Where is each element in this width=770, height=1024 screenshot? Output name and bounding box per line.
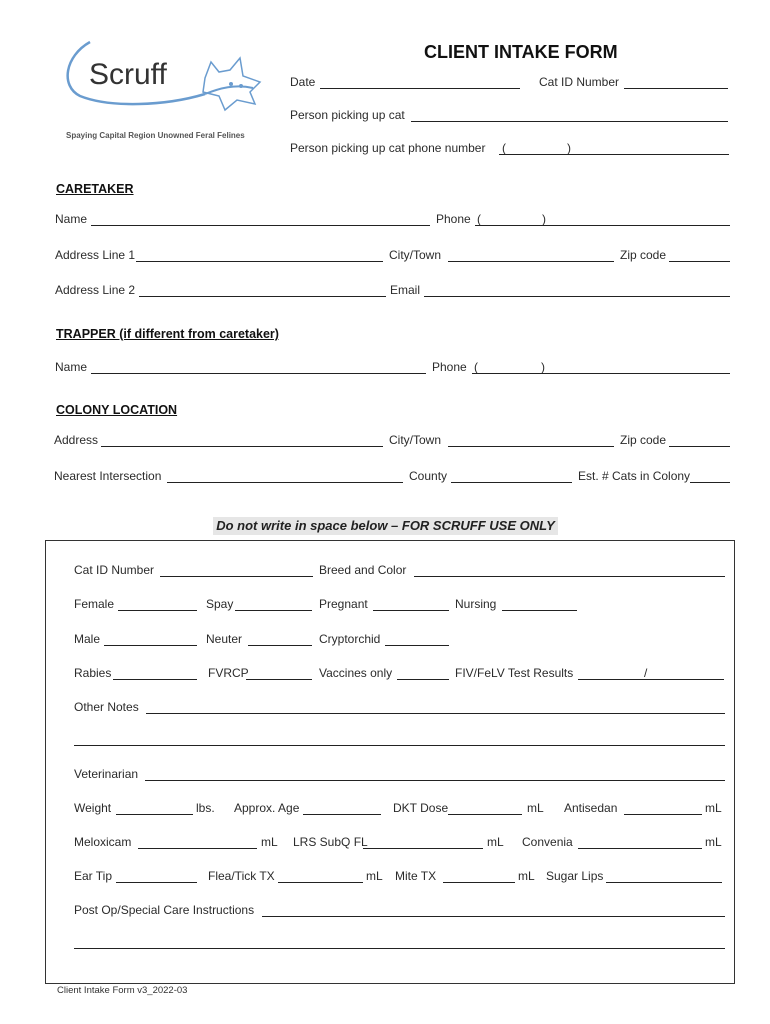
convenia-unit: mL — [705, 835, 722, 849]
antisedan-label: Antisedan — [564, 801, 618, 815]
rabies-field[interactable] — [113, 679, 197, 680]
fiv-field[interactable] — [578, 679, 724, 680]
breed-field[interactable] — [414, 576, 725, 577]
person-phone-field[interactable] — [499, 154, 729, 155]
vaccines-label: Vaccines only — [319, 666, 393, 680]
caretaker-email-label: Email — [390, 283, 421, 297]
eartip-field[interactable] — [116, 882, 197, 883]
caretaker-name-field[interactable] — [91, 225, 430, 226]
weight-field[interactable] — [116, 814, 193, 815]
male-field[interactable] — [104, 645, 197, 646]
caretaker-address2-field[interactable] — [139, 296, 386, 297]
person-pickup-field[interactable] — [411, 121, 728, 122]
caretaker-zip-label: Zip code — [620, 248, 667, 262]
office-use-banner: Do not write in space below – FOR SCRUFF USE ONLY — [213, 517, 558, 535]
trapper-phone-label: Phone — [432, 360, 467, 374]
logo-wordmark: Scruff — [89, 58, 167, 91]
dkt-unit: mL — [527, 801, 544, 815]
caretaker-address1-label: Address Line 1 — [55, 248, 136, 262]
postop-field[interactable] — [262, 916, 725, 917]
colony-intersection-label: Nearest Intersection — [54, 469, 162, 483]
colony-city-field[interactable] — [448, 446, 614, 447]
caretaker-address1-field[interactable] — [136, 261, 383, 262]
caretaker-heading: CARETAKER — [56, 182, 134, 196]
age-field[interactable] — [303, 814, 381, 815]
meloxicam-unit: mL — [261, 835, 278, 849]
trapper-heading: TRAPPER (if different from caretaker) — [56, 327, 279, 341]
neuter-field[interactable] — [248, 645, 312, 646]
mite-field[interactable] — [443, 882, 515, 883]
lrs-field[interactable] — [363, 848, 483, 849]
office-cat-id-field[interactable] — [160, 576, 313, 577]
antisedan-unit: mL — [705, 801, 722, 815]
age-label: Approx. Age — [234, 801, 300, 815]
colony-city-label: City/Town — [389, 433, 442, 447]
office-cat-id-label: Cat ID Number — [74, 563, 155, 577]
trapper-name-field[interactable] — [91, 373, 426, 374]
cat-id-field[interactable] — [624, 88, 728, 89]
trapper-phone-field[interactable] — [472, 373, 730, 374]
office-use-box — [45, 540, 735, 984]
caretaker-name-label: Name — [55, 212, 88, 226]
vet-label: Veterinarian — [74, 767, 139, 781]
vet-field[interactable] — [145, 780, 725, 781]
fvrcp-field[interactable] — [246, 679, 312, 680]
caretaker-city-field[interactable] — [448, 261, 614, 262]
mite-label: Mite TX — [395, 869, 437, 883]
colony-zip-label: Zip code — [620, 433, 667, 447]
caretaker-email-field[interactable] — [424, 296, 730, 297]
colony-heading: COLONY LOCATION — [56, 403, 178, 417]
caretaker-address2-label: Address Line 2 — [55, 283, 136, 297]
cryptorchid-field[interactable] — [385, 645, 449, 646]
sugar-label: Sugar Lips — [546, 869, 604, 883]
nursing-label: Nursing — [455, 597, 497, 611]
sugar-field[interactable] — [606, 882, 722, 883]
caretaker-phone-label: Phone — [436, 212, 471, 226]
mite-unit: mL — [518, 869, 535, 883]
caretaker-phone-field[interactable] — [475, 225, 730, 226]
postop-field-2[interactable] — [74, 948, 725, 949]
rabies-label: Rabies — [74, 666, 112, 680]
postop-label: Post Op/Special Care Instructions — [74, 903, 255, 917]
caretaker-city-label: City/Town — [389, 248, 442, 262]
colony-intersection-field[interactable] — [167, 482, 403, 483]
pregnant-label: Pregnant — [319, 597, 368, 611]
form-version: Client Intake Form v3_2022-03 — [57, 985, 188, 996]
logo-tagline: Spaying Capital Region Unowned Feral Felines — [66, 131, 245, 140]
convenia-label: Convenia — [522, 835, 573, 849]
dkt-label: DKT Dose — [393, 801, 449, 815]
spay-field[interactable] — [235, 610, 312, 611]
lrs-label: LRS SubQ FL — [293, 835, 368, 849]
scruff-logo — [55, 36, 275, 136]
meloxicam-field[interactable] — [138, 848, 257, 849]
notes-field[interactable] — [146, 713, 725, 714]
colony-zip-field[interactable] — [669, 446, 730, 447]
convenia-field[interactable] — [578, 848, 702, 849]
fiv-label: FIV/FeLV Test Results — [455, 666, 574, 680]
meloxicam-label: Meloxicam — [74, 835, 132, 849]
male-label: Male — [74, 632, 101, 646]
person-phone-label: Person picking up cat phone number — [290, 141, 486, 155]
trapper-name-label: Name — [55, 360, 88, 374]
notes-field-2[interactable] — [74, 745, 725, 746]
lbs-label: lbs. — [196, 801, 215, 815]
colony-address-label: Address — [54, 433, 99, 447]
pregnant-field[interactable] — [373, 610, 449, 611]
colony-address-field[interactable] — [101, 446, 383, 447]
date-label: Date — [290, 75, 316, 89]
neuter-label: Neuter — [206, 632, 243, 646]
form-title: CLIENT INTAKE FORM — [424, 42, 618, 62]
flea-field[interactable] — [278, 882, 363, 883]
dkt-field[interactable] — [448, 814, 522, 815]
date-field[interactable] — [320, 88, 520, 89]
colony-cats-label: Est. # Cats in Colony — [578, 469, 691, 483]
flea-label: Flea/Tick TX — [208, 869, 275, 883]
spay-label: Spay — [206, 597, 234, 611]
cat-id-label: Cat ID Number — [539, 75, 620, 89]
notes-label: Other Notes — [74, 700, 139, 714]
female-label: Female — [74, 597, 115, 611]
person-pickup-label: Person picking up cat — [290, 108, 405, 122]
breed-label: Breed and Color — [319, 563, 407, 577]
female-field[interactable] — [118, 610, 197, 611]
lrs-unit: mL — [487, 835, 504, 849]
fvrcp-label: FVRCP — [208, 666, 249, 680]
colony-cats-field[interactable] — [690, 482, 730, 483]
caretaker-zip-field[interactable] — [669, 261, 730, 262]
nursing-field[interactable] — [502, 610, 577, 611]
eartip-label: Ear Tip — [74, 869, 113, 883]
cryptorchid-label: Cryptorchid — [319, 632, 381, 646]
colony-county-label: County — [409, 469, 448, 483]
antisedan-field[interactable] — [624, 814, 702, 815]
weight-label: Weight — [74, 801, 112, 815]
colony-county-field[interactable] — [451, 482, 572, 483]
flea-unit: mL — [366, 869, 383, 883]
vaccines-field[interactable] — [397, 679, 449, 680]
